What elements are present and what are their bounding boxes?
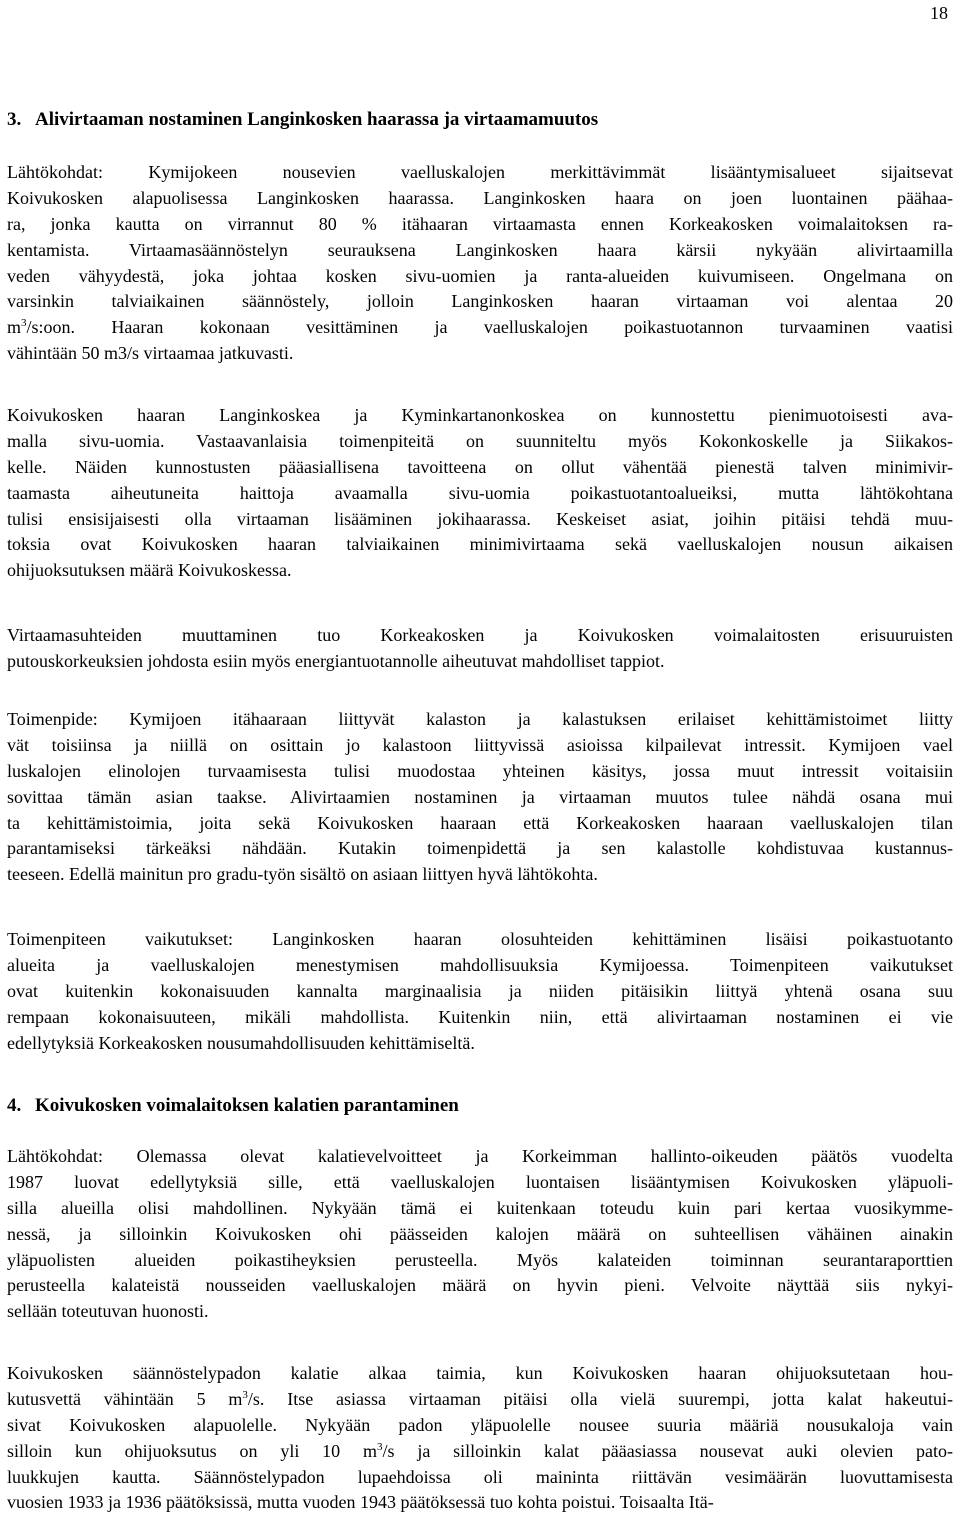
section-3-heading [7, 108, 598, 132]
text-line: Koivukosken haaran Langinkoskea ja Kyminkartanonkoskea on kunnostettu pienimuotoisesti ava- [7, 405, 953, 425]
section-3-paragraph-1 [7, 160, 953, 367]
text-run: silloin kun ohijuoksutus on yli 10 m [7, 1440, 377, 1461]
text-line: parantamiseksi tärkeäksi nähdään. Kutakin toimenpidettä ja sen kalastolle kohdistuvaa kustannus- [7, 838, 953, 859]
section-4-paragraph-2 [7, 1361, 953, 1516]
section-4-title: Koivukosken voimalaitoksen kalatien parantaminen [35, 1095, 459, 1116]
text-line [7, 1387, 953, 1413]
text-line: Toimenpide: Kymijoen itähaaraan liittyvät kalaston ja kalastuksen erilaiset kehittämistoimet liitty [7, 709, 953, 729]
section-3-number: 3. [7, 109, 22, 130]
section-4-heading [7, 1094, 459, 1118]
text-line: nessä, ja silloinkin Koivukosken ohi päässeiden kalojen määrä on suhteellisen vähäinen ainakin [7, 1223, 953, 1244]
text-line: vähintään 50 m3/s virtaamaa jatkuvasti. [7, 343, 294, 364]
text-line: kelle. Näiden kunnostusten pääasiallisena tavoitteena on ollut vähentää pienestä talven minimivir- [7, 456, 953, 477]
text-line: ta kehittämistoimia, joita sekä Koivukosken haaraan että Korkeakosken haaraan vaelluskalojen tilan [7, 812, 953, 833]
section-3-paragraph-3 [7, 623, 953, 675]
text-line: alueita ja vaelluskalojen menestymisen mahdollisuuksia Kymijoessa. Toimenpiteen vaikutukset [7, 954, 953, 975]
text-line: perusteella kalateistä nousseiden vaelluskalojen määrä on hyvin pieni. Velvoite näyttää siis nykyi- [7, 1275, 953, 1296]
text-line: Toimenpiteen vaikutukset: Langinkosken haaran olosuhteiden kehittäminen lisäisi poikastuotanto [7, 929, 953, 949]
section-4-number: 4. [7, 1095, 22, 1116]
text-line: 1987 luovat edellytyksiä sille, että vaelluskalojen luontaisen lisääntymisen Koivukosken yläpuoli- [7, 1171, 953, 1192]
section-4-paragraph-1 [7, 1144, 953, 1325]
text-line: Lähtökohdat: Olemassa olevat kalatievelvoitteet ja Korkeimman hallinto-oikeuden päätös vuodelta [7, 1146, 953, 1166]
text-line: vuosien 1933 ja 1936 päätöksissä, mutta vuoden 1943 päätöksessä tuo kohta poistui. Toisaalta Itä- [7, 1492, 714, 1513]
text-line: ra, jonka kautta on virrannut 80 % itähaaran virtaamasta ennen Korkeakosken voimalaitoksen ra- [7, 213, 953, 234]
text-line: teeseen. Edellä mainitun pro gradu-työn sisältö on asiaan liittyen hyvä lähtökohta. [7, 864, 598, 885]
text-line: ovat kuitenkin kokonaisuuden kannalta marginaalisia ja niiden pitäisikin liittyä yhtenä osana suu [7, 980, 953, 1001]
section-3-paragraph-4 [7, 707, 953, 888]
text-line [7, 1439, 953, 1465]
text-line: putouskorkeuksien johdosta esiin myös energiantuotannolle aiheutuvat mahdolliset tappiot. [7, 650, 665, 671]
text-line: yläpuolisten alueiden poikastiheyksien perusteella. Myös kalateiden toiminnan seurantaraporttien [7, 1249, 953, 1270]
text-line: sovittaa tämän asian taakse. Alivirtaamien nostaminen ja virtaaman muutos tulee nähdä osana mui [7, 786, 953, 807]
text-line: luskalojen elinolojen turvaamisesta tulisi muodostaa yhteinen käsitys, jossa muut intressit voitaisiin [7, 760, 953, 781]
text-line: toksia ovat Koivukosken haaran talviaikainen minimivirtaama sekä vaelluskalojen nousun aikaisen [7, 534, 953, 555]
text-run: /s:oon. Haaran kokonaan vesittäminen ja vaelluskalojen poikastuotannon turvaaminen vaatisi [26, 317, 953, 338]
text-line: edellytyksiä Korkeakosken nousumahdollisuuden kehittämiseltä. [7, 1032, 475, 1053]
text-line: Koivukosken alapuolisessa Langinkosken haarassa. Langinkosken haara on joen luontainen päähaa- [7, 187, 953, 208]
text-line: Lähtökohdat: Kymijokeen nousevien vaelluskalojen merkittävimmät lisääntymisalueet sijaitsevat [7, 162, 953, 182]
text-run: /s. Itse asiassa virtaaman pitäisi olla vielä suurempi, jotta kalat hakeutui- [247, 1388, 953, 1409]
superscript-exponent: 3 [377, 1440, 383, 1453]
text-line: vät toisiinsa ja niillä on osittain jo kalastoon liittyvissä asioissa kilpailevat intressit. Kymijoen vael [7, 734, 953, 755]
text-run: /s ja silloinkin kalat pääasiassa nousevat auki olevien pato- [382, 1440, 953, 1461]
text-line: silla alueilla olisi mahdollinen. Nykyään tämä ei kuitenkaan toteudu kuin pari kertaa vuosikymme- [7, 1197, 953, 1218]
text-line: varsinkin talviaikainen säännöstely, jolloin Langinkosken haaran virtaaman voi alentaa 20 [7, 291, 953, 312]
text-run: kutusvettä vähintään 5 m [7, 1388, 243, 1409]
text-line: rempaan kokonaisuuteen, mikäli mahdollista. Kuitenkin niin, että alivirtaaman nostaminen ei vie [7, 1006, 953, 1027]
superscript-exponent: 3 [242, 1388, 248, 1401]
text-line: ohijuoksutuksen määrä Koivukoskessa. [7, 560, 292, 581]
text-line: kentamista. Virtaamasäännöstelyn seurauksena Langinkosken haara kärsii nykyään alivirtaamilla [7, 239, 953, 260]
section-3-paragraph-2 [7, 403, 953, 584]
text-line: luukkujen kautta. Säännöstelypadon lupaehdoissa oli maininta riittävän vesimäärän luovuttamisesta [7, 1466, 953, 1487]
page-number: 18 [930, 3, 948, 23]
text-run: m [7, 317, 22, 338]
text-line: malla sivu-uomia. Vastaavanlaisia toimenpiteitä on suunniteltu myös Kokonkoskelle ja Siikakos- [7, 430, 953, 451]
text-line: Koivukosken säännöstelypadon kalatie alkaa taimia, kun Koivukosken haaran ohijuoksutetaan hou- [7, 1363, 953, 1383]
text-line: Virtaamasuhteiden muuttaminen tuo Korkeakosken ja Koivukosken voimalaitosten erisuuruisten [7, 625, 953, 645]
text-line: taamasta aiheutuneita haittoja avaamalla sivu-uomia poikastuotantoalueiksi, mutta lähtökohtana [7, 482, 953, 503]
text-line: sellään toteutuvan huonosti. [7, 1301, 209, 1322]
text-line: sivat Koivukosken alapuolelle. Nykyään padon yläpuolelle nousee suuria määriä nousukaloja vain [7, 1414, 953, 1435]
text-line: tulisi ensisijaisesti olla virtaaman lisääminen jokihaarassa. Keskeiset asiat, joihin pitäisi tehdä muu- [7, 508, 953, 529]
section-3-paragraph-5 [7, 927, 953, 1056]
section-3-title: Alivirtaaman nostaminen Langinkosken haarassa ja virtaamamuutos [35, 109, 599, 130]
text-line: veden vähyydestä, joka johtaa kosken sivu-uomien ja ranta-alueiden kuivumiseen. Ongelmana on [7, 265, 953, 286]
text-line [7, 315, 953, 341]
superscript-exponent: 3 [21, 317, 27, 330]
